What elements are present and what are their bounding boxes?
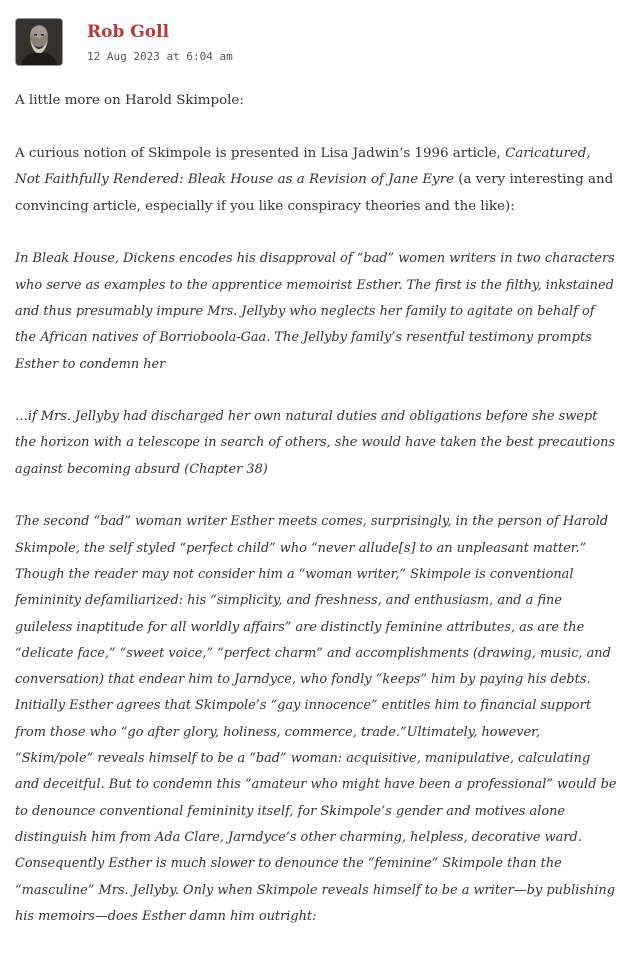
article-end-text: (a very interesting and convincing article, especially if you like conspiracy theories and the like): <box>15 172 614 214</box>
quote-paragraph-3: The second “bad” woman writer Esther meets comes, surprisingly, in the person of Harold Skimpole, the self styled “perfect child” who “never allude[s] to an unpleasant matter.” Though the reader may not consider him a “woman writer,” Skimpole is conventional femininity defamiliarized: his “simplicity, and freshness, and enthusiasm, and a fine guileless inaptitude for all worldly affairs” are distinctly feminine attributes, as are the “delicate face,” “sweet voice,” “perfect charm” and accomplishments (drawing, music, and conversation) that endear him to Jarndyce, who fondly “keeps” him by paying his debts. Initially Esther agrees that Skimpole’s “gay innocence” entitles him to financial support from those who “go after glory, holiness, commerce, trade.”Ultimately, however, “Skim/pole” reveals himself to be a “bad” woman: acquisitive, manipulative, calculating and deceitful. But to condemn this “amateur who might have been a professional” would be to denounce conventional femininity itself, for Skimpole’s gender and motives alone distinguish him from Ada Clare, Jarndyce’s other charming, helpless, decorative ward. Consequently Esther is much slower to denounce the “feminine” Skimpole than the “masculine” Mrs. Jellyby. Only when Skimpole reveals himself to be a writer—by publishing his memoirs—does Esther damn him outright: <box>15 514 617 924</box>
quote-paragraph-2: …if Mrs. Jellyby had discharged her own natural duties and obligations before she swept the horizon with a telescope in search of others, she would have taken the best precautions against becoming absurd (Chapter 38) <box>15 409 615 477</box>
block-quote <box>15 246 618 930</box>
comment-author[interactable]: Rob Goll <box>87 22 170 42</box>
comment-header <box>15 18 615 70</box>
avatar[interactable] <box>15 18 63 66</box>
article-title: Caricatured, Not Faithfully Rendered: Bleak House as a Revision of Jane Eyre <box>15 145 591 188</box>
comment-body <box>15 88 618 956</box>
comment-paragraph-intro: A little more on Harold Skimpole: <box>15 93 244 108</box>
avatar-portrait-icon <box>16 19 62 65</box>
comment-date[interactable]: 12 Aug 2023 at 6:04 am <box>87 50 233 63</box>
quote-paragraph-1: In Bleak House, Dickens encodes his disapproval of “bad” women writers in two characters who serve as examples to the apprentice memoirist Esther. The first is the filthy, inkstained and thus presumably impure Mrs. Jellyby who neglects her family to agitate on behalf of the African natives of Borrioboola-Gaa. The Jellyby family’s resentful testimony prompts Esther to condemn her <box>15 251 615 372</box>
article-intro-text: A curious notion of Skimpole is presented in Lisa Jadwin’s 1996 article, <box>15 145 506 161</box>
comment-paragraph-article <box>15 141 618 220</box>
